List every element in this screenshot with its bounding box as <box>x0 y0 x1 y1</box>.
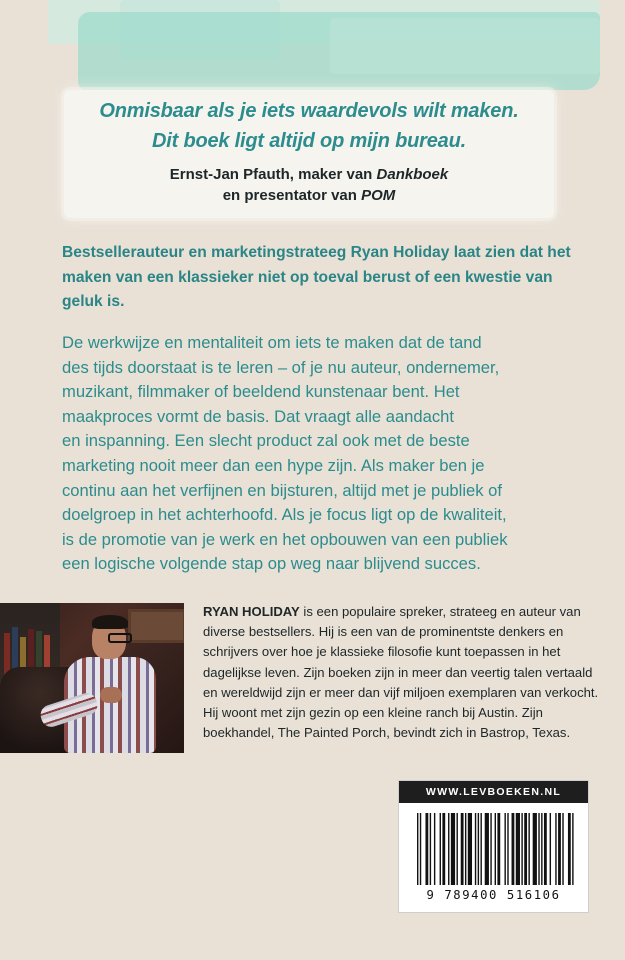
body-paragraph <box>62 331 574 577</box>
author-bio-text: is een populaire spreker, strateeg en auteur van diverse bestsellers. Hij is een van de prominentste denkers en schrijvers over hoe je klassieke filosofie kunt toepassen in het dagelijkse leven. Zijn boeken zijn in meer dan veertig talen vertaald en wereldwijd zijn er meer dan vijf miljoen exemplaren van verkocht. Hij woont met zijn gezin op een kleine ranch bij Austin. Zijn boekhandel, The Painted Porch, bevindt zich in Bastrop, Texas. <box>203 604 599 741</box>
barcode-bar <box>434 813 435 885</box>
attribution-title: Dankboek <box>376 166 449 183</box>
barcode-bar <box>442 813 445 885</box>
barcode-bar <box>497 813 500 885</box>
hair <box>92 615 128 629</box>
quote-attribution-line-2 <box>64 187 554 204</box>
publisher-url: WWW.LEVBOEKEN.NL <box>399 781 588 803</box>
barcode-bar <box>468 813 472 885</box>
barcode-bar <box>516 813 520 885</box>
body-line: des tijds doorstaat is te leren – of je nu auteur, ondernemer, <box>62 357 500 377</box>
barcode-bar <box>568 813 571 885</box>
barcode-bar <box>490 813 491 885</box>
intro-paragraph: Bestsellerauteur en marketingstrateeg Ryan Holiday laat zien dat het maken van een klassieker niet op toeval berust of een kwestie van geluk is. <box>62 244 571 310</box>
barcode-bar <box>485 813 489 885</box>
quote-line-2: Dit boek ligt altijd op mijn bureau. <box>152 130 466 152</box>
barcode-bar <box>478 813 479 885</box>
barcode-bar <box>562 813 563 885</box>
author-photo <box>0 603 184 753</box>
attribution-text: en presentator van <box>222 187 362 204</box>
barcode-bar <box>420 813 421 885</box>
picture-frame <box>128 609 184 643</box>
barcode-bar <box>457 813 458 885</box>
isbn-number: 9 789400 516106 <box>426 888 561 902</box>
barcode-bar <box>504 813 505 885</box>
barcode-bar <box>555 813 556 885</box>
barcode-bar <box>461 813 464 885</box>
barcode-bar <box>448 813 449 885</box>
body-line: is de promotie van je werk en het opbouwen van een publiek <box>62 529 508 549</box>
barcode-bar <box>440 813 441 885</box>
barcode-bar <box>572 813 573 885</box>
barcode-bar <box>425 813 428 885</box>
barcode-bar <box>512 813 515 885</box>
hand <box>100 687 122 703</box>
barcode-bar <box>541 813 542 885</box>
barcode-bar <box>507 813 508 885</box>
body-line: muzikant, filmmaker of beeldend kunstenaar bent. Het <box>62 382 460 402</box>
glasses <box>108 633 132 643</box>
attribution-title: POM <box>361 187 396 204</box>
barcode-bar <box>533 813 537 885</box>
body-line: De werkwijze en mentaliteit om iets te maken dat de tand <box>62 333 482 352</box>
body-line: doelgroep in het achterhoofd. Als je focus ligt op de kwaliteit, <box>62 505 507 525</box>
barcode-bar <box>417 813 418 885</box>
attribution-text: Ernst-Jan Pfauth, maker van <box>169 166 377 183</box>
barcode-bar <box>550 813 551 885</box>
body-line: maakproces vormt de basis. Dat vraagt alle aandacht <box>62 406 454 426</box>
barcode-bar <box>521 813 522 885</box>
barcode-bar <box>524 813 527 885</box>
author-name: RYAN HOLIDAY <box>203 604 300 619</box>
barcode-bar <box>495 813 496 885</box>
body-line: een logische volgende stap op weg naar blijvend succes. <box>62 554 481 574</box>
barcode-bar <box>538 813 539 885</box>
barcode-bar <box>558 813 561 885</box>
barcode-bar <box>465 813 466 885</box>
body-line: continu aan het verfijnen en bijsturen, altijd met je publiek of <box>62 480 503 500</box>
barcode-bar <box>430 813 431 885</box>
barcode-bar <box>451 813 455 885</box>
barcode-bar <box>544 813 547 885</box>
quote-attribution-line-1 <box>64 166 554 183</box>
body-line: marketing nooit meer dan een hype zijn. Als maker ben je <box>62 455 485 475</box>
barcode-bar <box>475 813 476 885</box>
body-line: en inspanning. Een slecht product zal ook met de beste <box>62 431 470 451</box>
author-bio <box>203 602 603 743</box>
quote-line-1: Onmisbaar als je iets waardevols wilt maken. <box>99 100 519 122</box>
watercolor-wash <box>330 18 600 74</box>
barcode-box <box>398 780 589 913</box>
barcode-bar <box>480 813 481 885</box>
barcode-bar <box>528 813 529 885</box>
barcode <box>417 813 575 885</box>
